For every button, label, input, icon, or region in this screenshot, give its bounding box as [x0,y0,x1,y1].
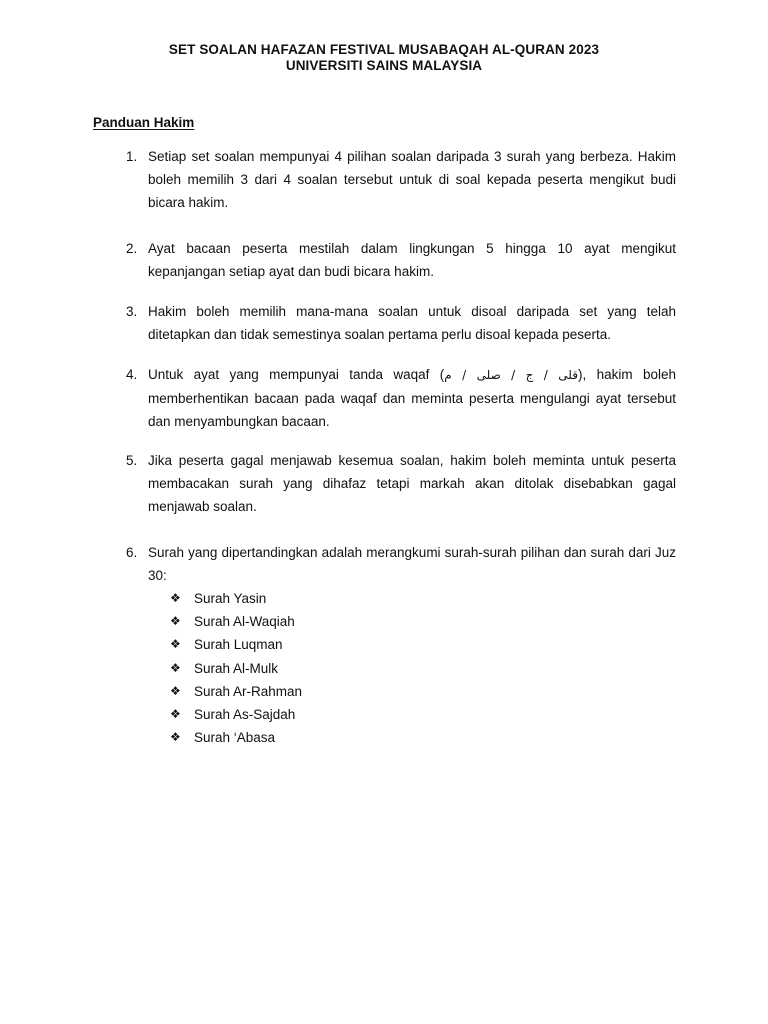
surah-name: Surah ‘Abasa [194,730,276,746]
surah-name: Surah As-Sajdah [194,707,296,723]
diamond-bullet-icon: ❖ [170,730,181,745]
item-text: Hakim boleh memilih mana-mana soalan untuk disoal daripada set yang telah ditetapkan dan tidak semestinya soalan pertama perlu disoal kepada peserta. [148,304,676,342]
list-item [126,541,676,587]
item-number: 5. [126,453,138,468]
list-item [126,300,676,346]
surah-list-item [170,726,302,749]
item-number: 1. [126,149,138,164]
list-item [126,363,676,433]
list-item [126,237,676,283]
surah-list-item [170,703,302,726]
diamond-bullet-icon: ❖ [170,660,181,675]
diamond-bullet-icon: ❖ [170,707,181,722]
surah-name: Surah Yasin [194,591,267,606]
item-number: 2. [126,241,138,256]
item-number: 3. [126,304,138,319]
document-title [0,42,768,74]
item-text: Setiap set soalan mempunyai 4 pilihan soalan daripada 3 surah yang berbeza. Hakim boleh memilih 3 dari 4 soalan tersebut untuk di soal kepada peserta mengikut budi bicara hakim. [148,149,676,210]
waqaf-signs: قلى / ج / صلى / م [444,368,578,382]
list-item [126,145,676,214]
surah-name: Surah Al-Mulk [194,660,279,676]
item-text: Ayat bacaan peserta mestilah dalam lingkungan 5 hingga 10 ayat mengikut kepanjangan setiap ayat dan budi bicara hakim. [148,241,676,279]
diamond-bullet-icon: ❖ [170,591,181,605]
surah-name: Surah Ar-Rahman [194,683,303,699]
surah-list-item [170,657,302,680]
item-text: Surah yang dipertandingkan adalah merangkumi surah-surah pilihan dan surah dari Juz 30: [148,545,676,583]
surah-list-item [170,680,302,703]
diamond-bullet-icon: ❖ [170,637,181,652]
item-text-before: Untuk ayat yang mempunyai tanda waqaf ( [148,367,445,382]
diamond-bullet-icon: ❖ [170,614,181,629]
item-number: 6. [126,545,138,560]
item-text: Jika peserta gagal menjawab kesemua soalan, hakim boleh meminta untuk peserta membacakan surah yang dihafaz tetapi markah akan ditolak disebabkan gagal menjawab soalan. [148,453,676,514]
title-line-2: UNIVERSITI SAINS MALAYSIA [285,58,483,73]
surah-list [170,587,302,749]
item-text [148,363,676,433]
surah-list-item [170,633,302,656]
item-number: 4. [126,367,138,382]
surah-name: Surah Al-Waqiah [194,614,295,630]
diamond-bullet-icon: ❖ [170,683,181,698]
surah-list-item [170,587,302,610]
section-heading: Panduan Hakim [93,115,195,130]
surah-list-item [170,610,302,633]
title-line-1: SET SOALAN HAFAZAN FESTIVAL MUSABAQAH AL-QURAN 2023 [168,42,600,57]
surah-name: Surah Luqman [194,637,283,653]
list-item [126,449,676,518]
item-text-after: ), hakim boleh memberhentikan bacaan pada waqaf dan meminta peserta mengulangi ayat tersebut dan menyambungkan bacaan. [148,367,676,429]
